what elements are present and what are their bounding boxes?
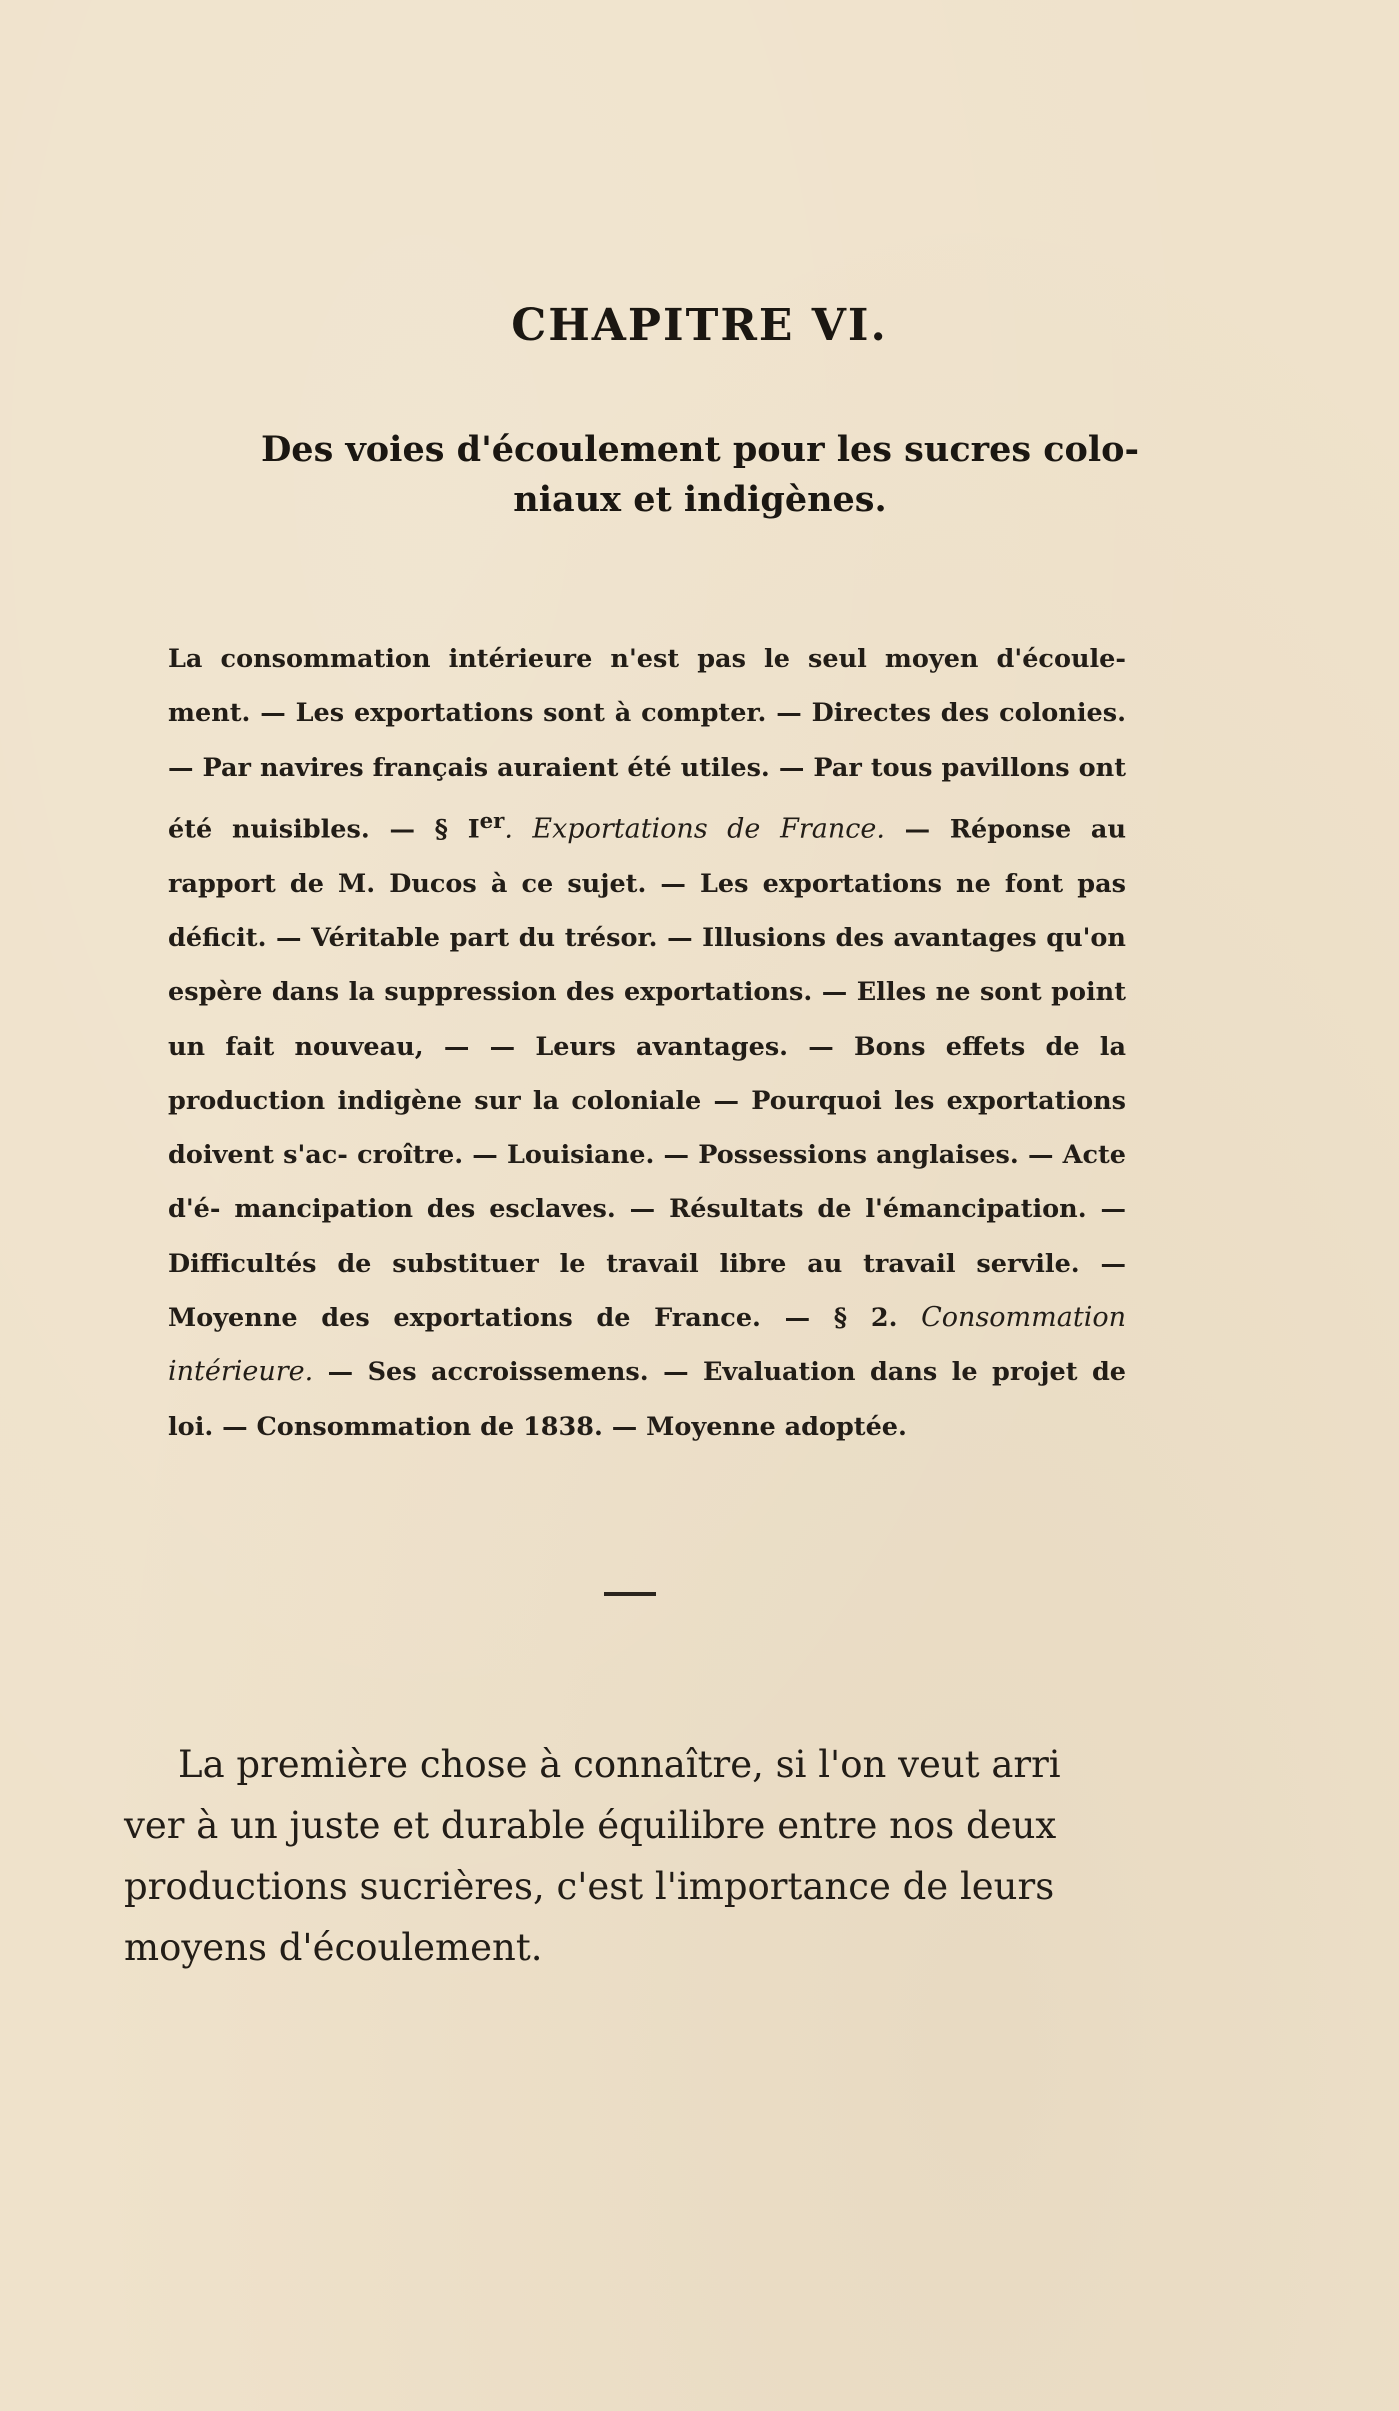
summary-line: Les exportations ne font pas déficit. — Véritable part du trésor. (168, 868, 1126, 953)
chapter-heading: CHAPITRE VI. (511, 300, 888, 351)
summary-line: — Leurs avantages. — Bons effets de la production indigène (168, 1031, 1126, 1116)
summary-italic: . Exportations de (504, 813, 761, 845)
summary-line: colonies. — Par navires français auraient été utiles. — Par (168, 698, 1126, 783)
summary-line: croître. — Louisiane. — Possessions anglaises. — Acte d'é- (168, 1140, 1126, 1225)
body-line: moyens d'écoulement. (124, 1926, 543, 1969)
summary-italic: France. (780, 813, 885, 845)
summary-italic: Consommation (921, 1302, 1126, 1334)
chapter-title-line-2: niaux et indigènes. (513, 479, 887, 520)
summary-line: ment. — Les exportations sont à compter. — Directes des (168, 698, 990, 729)
summary-line: de loi. — Consommation de 1838. — Moyenne adoptée. (168, 1357, 1126, 1442)
chapter-title (240, 425, 1160, 525)
summary-line: sur la coloniale — Pourquoi les exportations doivent s'ac- (168, 1085, 1127, 1171)
summary-italic: intérieure. (168, 1356, 314, 1388)
summary-line: La consommation intérieure n'est pas le seul moyen d'écoule- (168, 644, 1126, 674)
summary-line: — Réponse au rapport de M. Ducos à ce sujet. — (168, 814, 1126, 899)
body-line: La première chose à connaître, si l'on veut arri (178, 1743, 1061, 1786)
summary-line: — Ses accroissemens. — Evaluation dans le projet (313, 1357, 1078, 1388)
chapter-summary (168, 632, 1126, 1454)
summary-line: Difficultés de substituer le travail libre au travail servile. — (168, 1248, 1126, 1279)
body-paragraph (124, 1734, 1128, 1978)
body-line: productions sucrières, c'est l'importance de leurs (124, 1865, 1055, 1908)
summary-line: des exportations. — Elles ne sont point un fait nouveau, — (168, 977, 1126, 1062)
body-line: ver à un juste et durable équilibre entre nos deux (124, 1804, 1057, 1847)
summary-line: — Illusions des avantages qu'on espère dans la suppression (168, 922, 1126, 1008)
summary-line: Moyenne des exportations de France. — § 2. (168, 1303, 922, 1334)
summary-line: tous pavillons ont été nuisibles. — § I (168, 752, 1126, 845)
chapter-title-line-1: Des voies d'écoulement pour les sucres colo- (260, 429, 1140, 470)
section-separator (604, 1592, 656, 1596)
summary-line: mancipation des esclaves. — Résultats de l'émancipation. — (234, 1194, 1126, 1225)
summary-superscript: er (479, 808, 505, 834)
